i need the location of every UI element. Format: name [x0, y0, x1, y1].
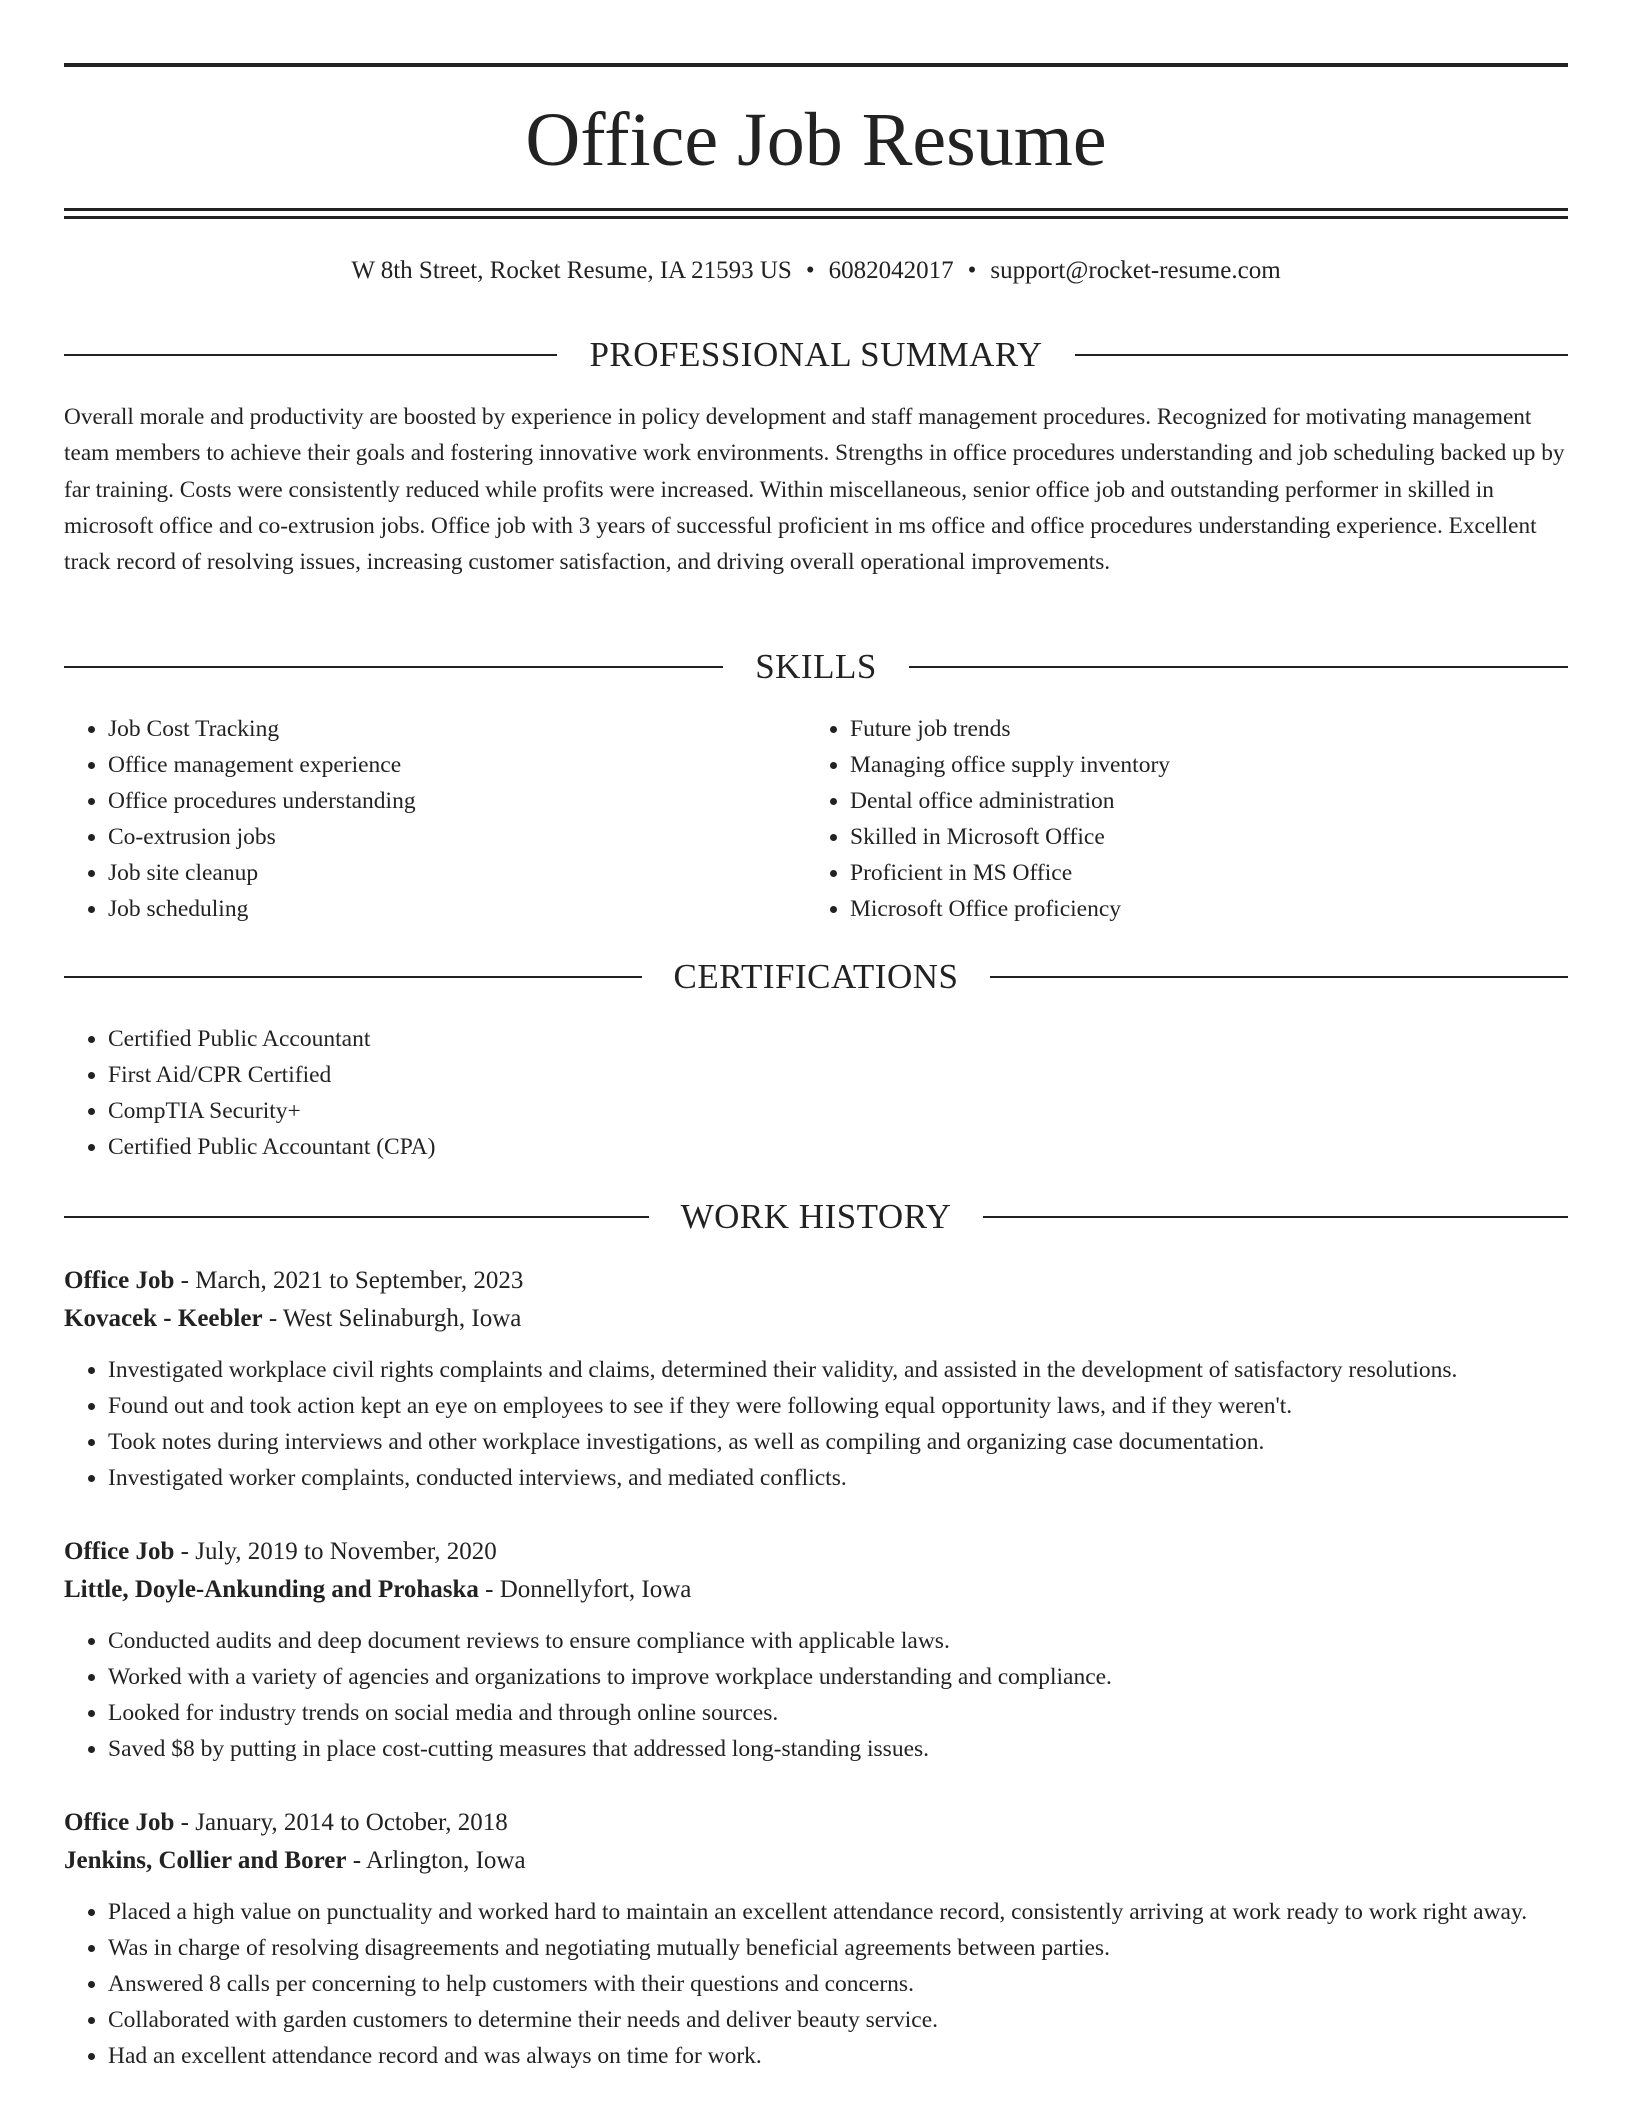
section-title-work-history: WORK HISTORY: [680, 1197, 952, 1236]
job-entry: [64, 1262, 1568, 1496]
job-title: Office Job: [64, 1809, 175, 1836]
skill-item: • Co-extrusion jobs: [108, 819, 804, 855]
skill-item: • Future job trends: [850, 711, 1566, 747]
job-bullet: • Answered 8 calls per concerning to help customers with their questions and concerns.: [108, 1966, 1568, 2002]
job-bullet: • Investigated worker complaints, conducted interviews, and mediated conflicts.: [108, 1460, 1568, 1496]
job-bullet: • Collaborated with garden customers to determine their needs and deliver beauty service.: [108, 2002, 1568, 2038]
skill-item: • Managing office supply inventory: [850, 747, 1566, 783]
skill-item: • Microsoft Office proficiency: [850, 891, 1566, 927]
contact-separator: •: [805, 257, 815, 284]
job-bullet: • Had an excellent attendance record and was always on time for work.: [108, 2038, 1568, 2074]
job-dates: - March, 2021 to September, 2023: [174, 1267, 524, 1294]
job-bullet: • Worked with a variety of agencies and organizations to improve workplace understanding and compliance.: [108, 1659, 1568, 1695]
section-rule-right: [1075, 354, 1568, 356]
certification-item: • Certified Public Accountant (CPA): [108, 1129, 1568, 1165]
job-bullet: • Investigated workplace civil rights complaints and claims, determined their validity, and assisted in the development of satisfactory resolutions.: [108, 1352, 1568, 1388]
job-bullet: • Saved $8 by putting in place cost-cutting measures that addressed long-standing issues.: [108, 1731, 1568, 1767]
skills-column-right: [806, 711, 1566, 927]
title-rule-upper: [64, 208, 1568, 211]
section-rule-left: [64, 976, 642, 978]
job-employer: Little, Doyle-Ankunding and Prohaska: [64, 1576, 479, 1603]
section-title-skills: SKILLS: [755, 647, 877, 686]
resume-title: Office Job Resume: [525, 98, 1107, 182]
skill-item: • Skilled in Microsoft Office: [850, 819, 1566, 855]
job-employer: Jenkins, Collier and Borer: [64, 1847, 347, 1874]
skill-item: • Job Cost Tracking: [108, 711, 804, 747]
job-title: Office Job: [64, 1538, 175, 1565]
job-entry: [64, 1533, 1568, 1767]
section-header-work-history: [64, 1195, 1568, 1239]
job-location: - West Selinaburgh, Iowa: [262, 1305, 522, 1332]
section-rule-left: [64, 354, 557, 356]
skills-column-left: [64, 711, 804, 927]
certification-item: • CompTIA Security+: [108, 1093, 1568, 1129]
skill-item: • Proficient in MS Office: [850, 855, 1566, 891]
section-header-summary: [64, 333, 1568, 377]
job-bullet: • Conducted audits and deep document reviews to ensure compliance with applicable laws.: [108, 1623, 1568, 1659]
section-header-skills: [64, 645, 1568, 689]
job-title-line: [64, 1533, 1568, 1571]
certification-item: • First Aid/CPR Certified: [108, 1057, 1568, 1093]
job-entry: [64, 1804, 1568, 2074]
contact-email: support@rocket-resume.com: [990, 257, 1281, 284]
job-employer-line: [64, 1842, 1568, 1880]
skill-item: • Job site cleanup: [108, 855, 804, 891]
contact-separator: •: [967, 257, 977, 284]
job-bullet: • Took notes during interviews and other workplace investigations, as well as compiling and organizing case documentation.: [108, 1424, 1568, 1460]
section-header-certifications: [64, 955, 1568, 999]
job-bullet: • Was in charge of resolving disagreements and negotiating mutually beneficial agreements between parties.: [108, 1930, 1568, 1966]
section-title-certifications: CERTIFICATIONS: [673, 957, 959, 996]
section-title-summary: PROFESSIONAL SUMMARY: [589, 335, 1043, 374]
skill-item: • Dental office administration: [850, 783, 1566, 819]
contact-address: W 8th Street, Rocket Resume, IA 21593 US: [351, 257, 792, 284]
job-dates: - January, 2014 to October, 2018: [174, 1809, 508, 1836]
job-employer-line: [64, 1571, 1568, 1609]
job-location: - Arlington, Iowa: [346, 1847, 526, 1874]
title-rule-lower: [64, 216, 1568, 219]
job-title-line: [64, 1804, 1568, 1842]
certification-item: • Certified Public Accountant: [108, 1021, 1568, 1057]
section-rule-left: [64, 666, 723, 668]
job-bullet: • Looked for industry trends on social media and through online sources.: [108, 1695, 1568, 1731]
section-rule-right: [983, 1216, 1568, 1218]
skill-item: • Office procedures understanding: [108, 783, 804, 819]
section-rule-left: [64, 1216, 649, 1218]
summary-paragraph: Overall morale and productivity are boosted by experience in policy development and staff management procedures. Recognized for motivating management team members to achieve their goals and fostering innovative work environments. Strengths in office procedures understanding and job scheduling backed up by far training. Costs were consistently reduced while profits were increased. Within miscellaneous, senior office job and outstanding performer in skilled in microsoft office and co-extrusion jobs. Office job with 3 years of successful proficient in ms office and office procedures understanding experience. Excellent track record of resolving issues, increasing customer satisfaction, and driving overall operational improvements.: [64, 404, 1565, 576]
job-dates: - July, 2019 to November, 2020: [174, 1538, 497, 1565]
job-title: Office Job: [64, 1267, 175, 1294]
job-bullet: • Found out and took action kept an eye on employees to see if they were following equal opportunity laws, and if they weren't.: [108, 1388, 1568, 1424]
top-rule: [64, 63, 1568, 67]
skill-item: • Job scheduling: [108, 891, 804, 927]
job-location: - Donnellyfort, Iowa: [478, 1576, 692, 1603]
job-employer-line: [64, 1300, 1568, 1338]
certifications-list: [64, 1021, 1568, 1165]
contact-line: [64, 253, 1568, 289]
skill-item: • Office management experience: [108, 747, 804, 783]
job-employer: Kovacek - Keebler: [64, 1305, 263, 1332]
section-rule-right: [909, 666, 1568, 668]
section-rule-right: [990, 976, 1568, 978]
contact-phone: 6082042017: [828, 257, 954, 284]
job-title-line: [64, 1262, 1568, 1300]
job-bullet: • Placed a high value on punctuality and worked hard to maintain an excellent attendance record, consistently arriving at work ready to work right away.: [108, 1894, 1568, 1930]
